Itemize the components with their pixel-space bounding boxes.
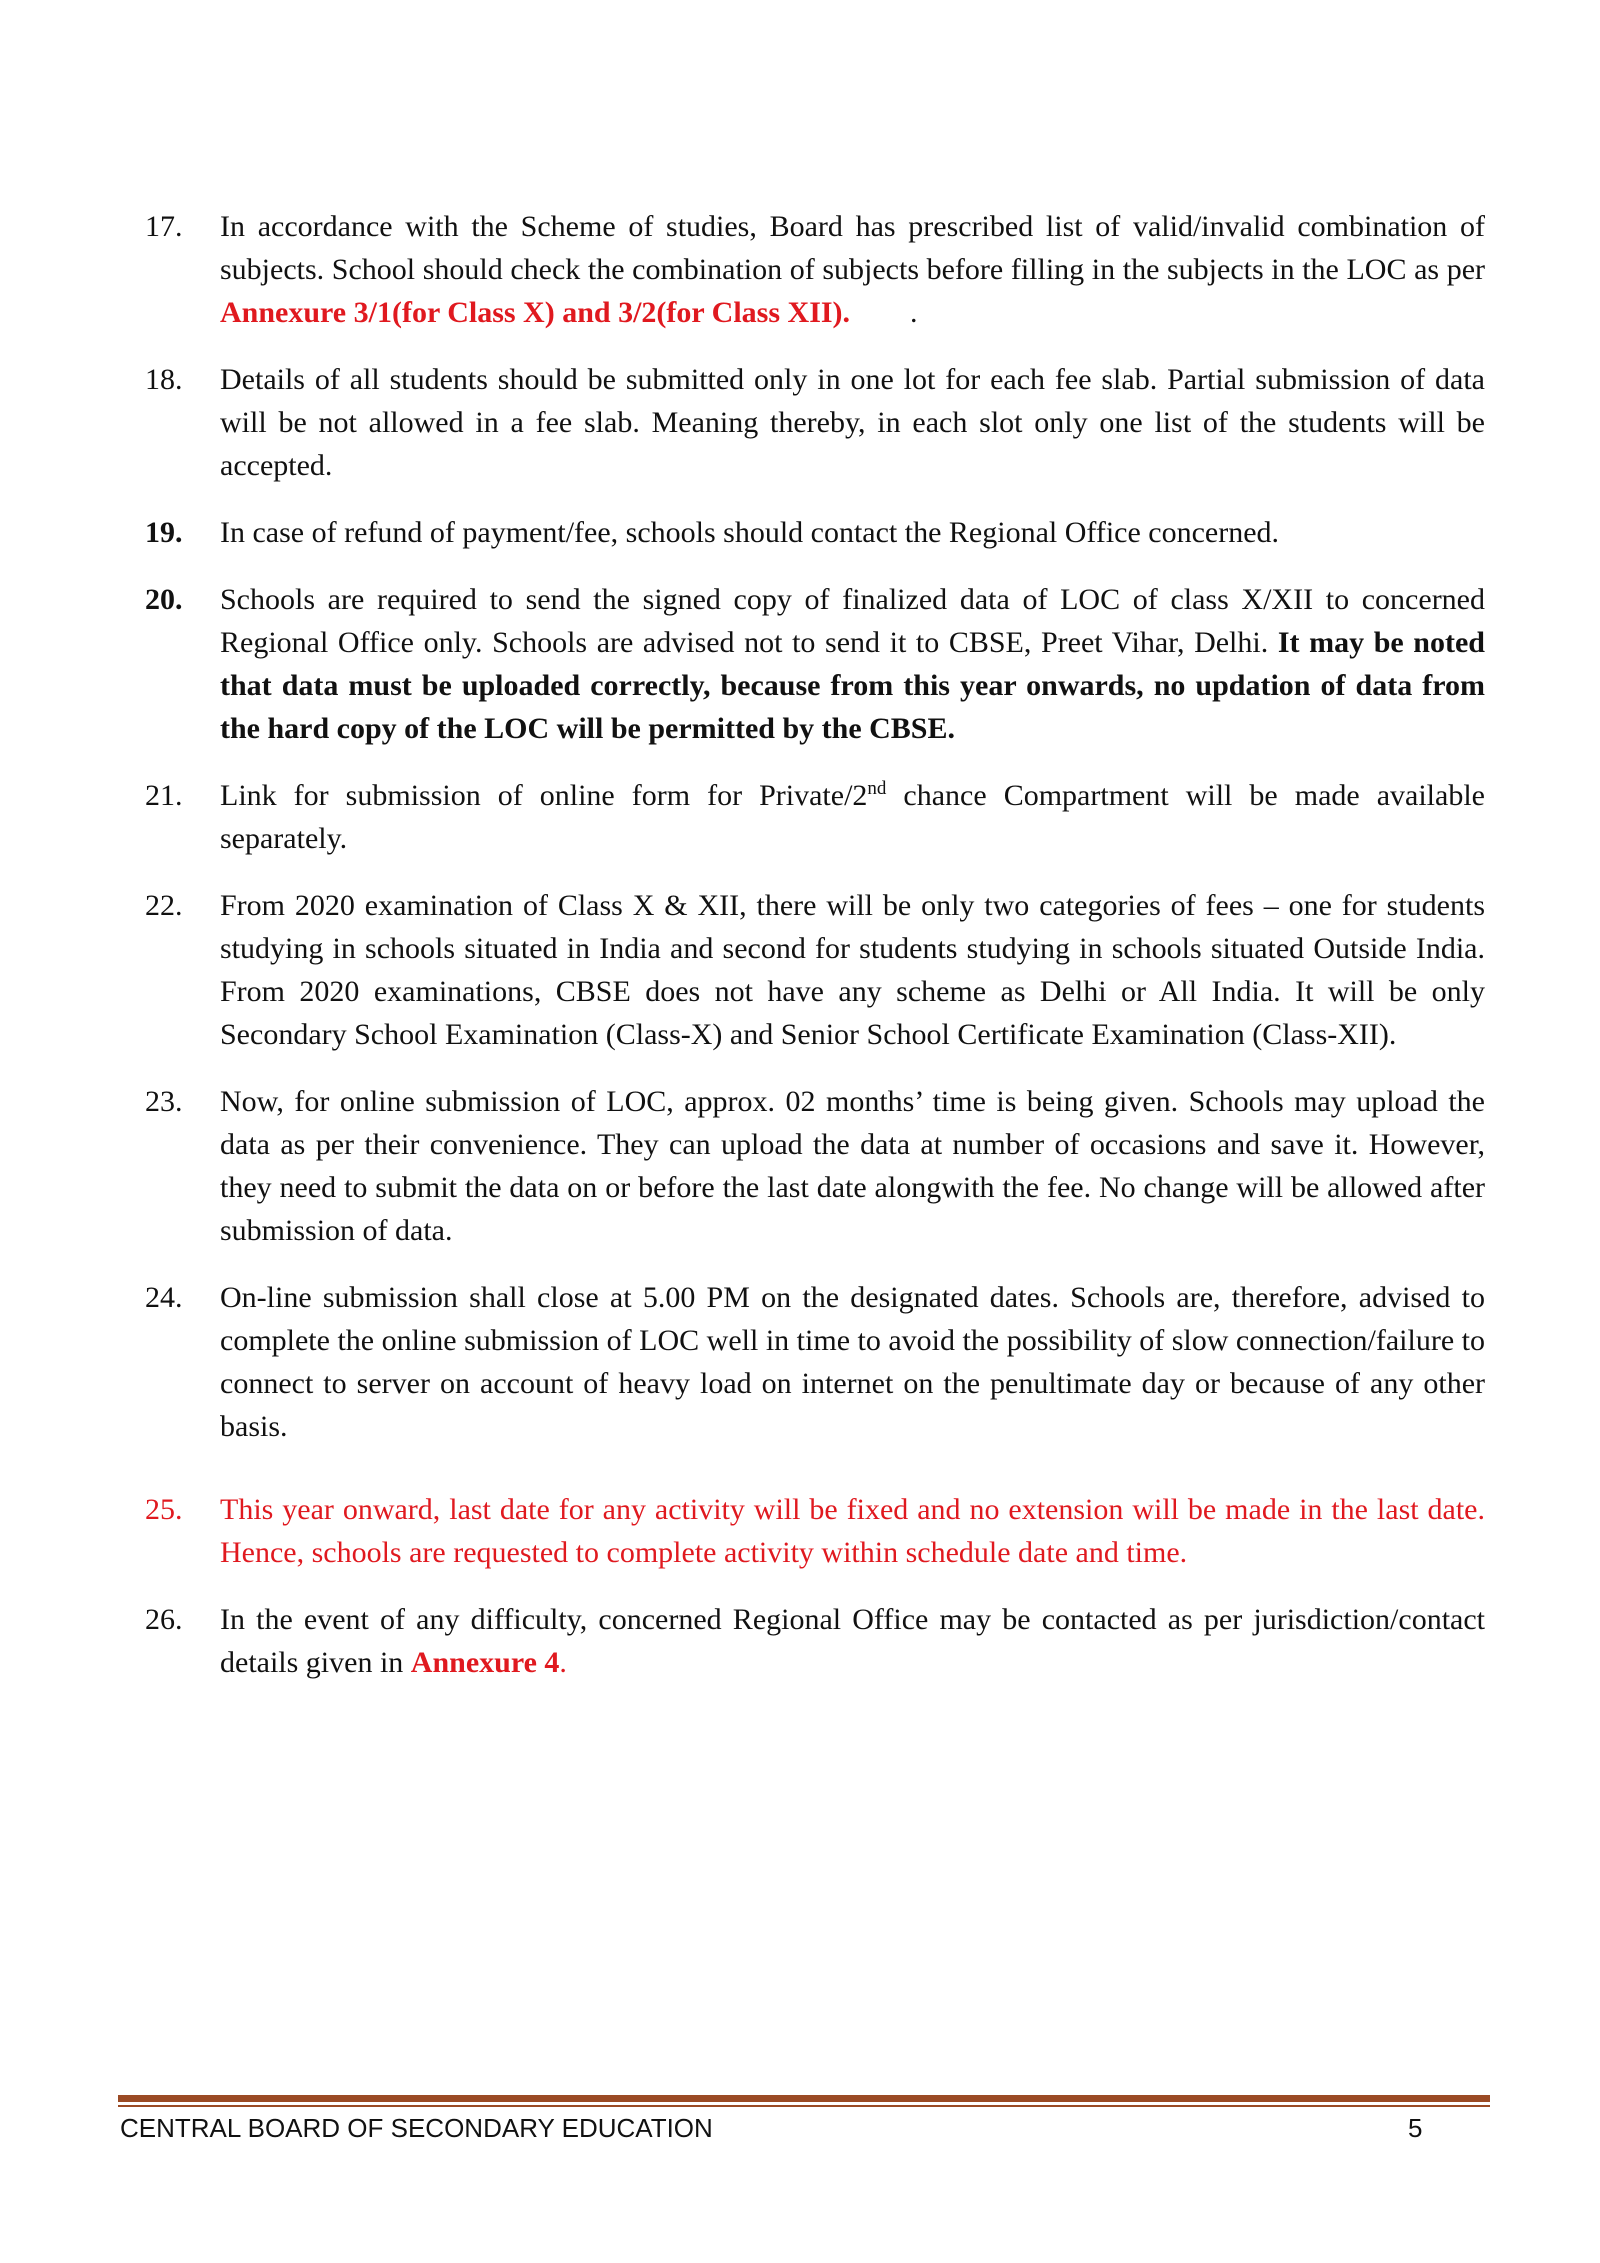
item-text-emphasis: It may be noted that data must be uploaded correctly, because from this year onwards, no updation of data from the hard copy of the LOC will be permitted by the CBSE. [220, 626, 1485, 745]
ordinal-superscript: nd [867, 778, 887, 799]
instruction-item-26 [145, 1598, 1485, 1684]
item-text: From 2020 examination of Class X & XII, there will be only two categories of fees – one for students studying in schools situated in India and second for students studying in schools situated Outside India. From 2020 examinations, CBSE does not have any scheme as Delhi or All India. It will be only Secondary School Examination (Class-X) and Senior School Certificate Examination (Class-XII). [220, 889, 1485, 1051]
instruction-item-24 [145, 1276, 1485, 1448]
footer-organization: CENTRAL BOARD OF SECONDARY EDUCATION [120, 2113, 713, 2143]
item-number: 24. [145, 1281, 183, 1314]
footer-divider-thin [118, 2105, 1490, 2107]
instruction-item-20 [145, 578, 1485, 750]
item-number: 18. [145, 363, 183, 396]
item-text: Schools are required to send the signed copy of finalized data of LOC of class X/XII to concerned Regional Office only. Schools are advised not to send it to CBSE, Preet Vihar, Delhi. [220, 583, 1485, 659]
instruction-item-19 [145, 511, 1485, 554]
item-text-end: chance Compartment will be made available separately. [220, 779, 1485, 855]
item-text-end: . [559, 1646, 567, 1679]
item-number: 20. [145, 583, 183, 616]
item-number: 19. [145, 516, 183, 549]
item-text: This year onward, last date for any activity will be fixed and no extension will be made in the last date. Hence, schools are requested to complete activity within schedule date and time. [220, 1493, 1485, 1569]
annexure-reference: Annexure 3/1(for Class X) and 3/2(for Class XII). [220, 296, 851, 329]
instruction-item-22 [145, 884, 1485, 1056]
item-number: 22. [145, 889, 183, 922]
footer-divider-thick [118, 2095, 1490, 2102]
instruction-item-18 [145, 358, 1485, 487]
item-text: In case of refund of payment/fee, schools should contact the Regional Office concerned. [220, 516, 1280, 549]
item-text-end: . [850, 296, 918, 329]
instruction-item-23 [145, 1080, 1485, 1252]
item-number: 23. [145, 1085, 183, 1118]
item-number: 17. [145, 210, 183, 243]
item-number: 26. [145, 1603, 183, 1636]
instruction-item-21 [145, 774, 1485, 860]
annexure-reference: Annexure 4 [410, 1646, 560, 1679]
item-text: Link for submission of online form for Private/2 [220, 779, 868, 812]
item-text: Now, for online submission of LOC, approx. 02 months’ time is being given. Schools may upload the data as per their convenience. They can upload the data at number of occasions and save it. However, they need to submit the data on or before the last date alongwith the fee. No change will be allowed after submission of data. [220, 1085, 1485, 1247]
item-text: On-line submission shall close at 5.00 PM on the designated dates. Schools are, therefore, advised to complete the online submission of LOC well in time to avoid the possibility of slow connection/failure to connect to server on account of heavy load on internet on the penultimate day or because of any other basis. [220, 1281, 1485, 1443]
instructions-list [145, 205, 1485, 1708]
instruction-item-25 [145, 1488, 1485, 1574]
item-number: 21. [145, 779, 183, 812]
instruction-item-17 [145, 205, 1485, 334]
item-text: In the event of any difficulty, concerned Regional Office may be contacted as per jurisdiction/contact details given in [220, 1603, 1485, 1679]
item-text: In accordance with the Scheme of studies, Board has prescribed list of valid/invalid combination of subjects. School should check the combination of subjects before filling in the subjects in the LOC as per [220, 210, 1485, 286]
item-number: 25. [145, 1493, 183, 1526]
page-number: 5 [1408, 2113, 1423, 2143]
item-text: Details of all students should be submitted only in one lot for each fee slab. Partial submission of data will be not allowed in a fee slab. Meaning thereby, in each slot only one list of the students will be accepted. [220, 363, 1485, 482]
